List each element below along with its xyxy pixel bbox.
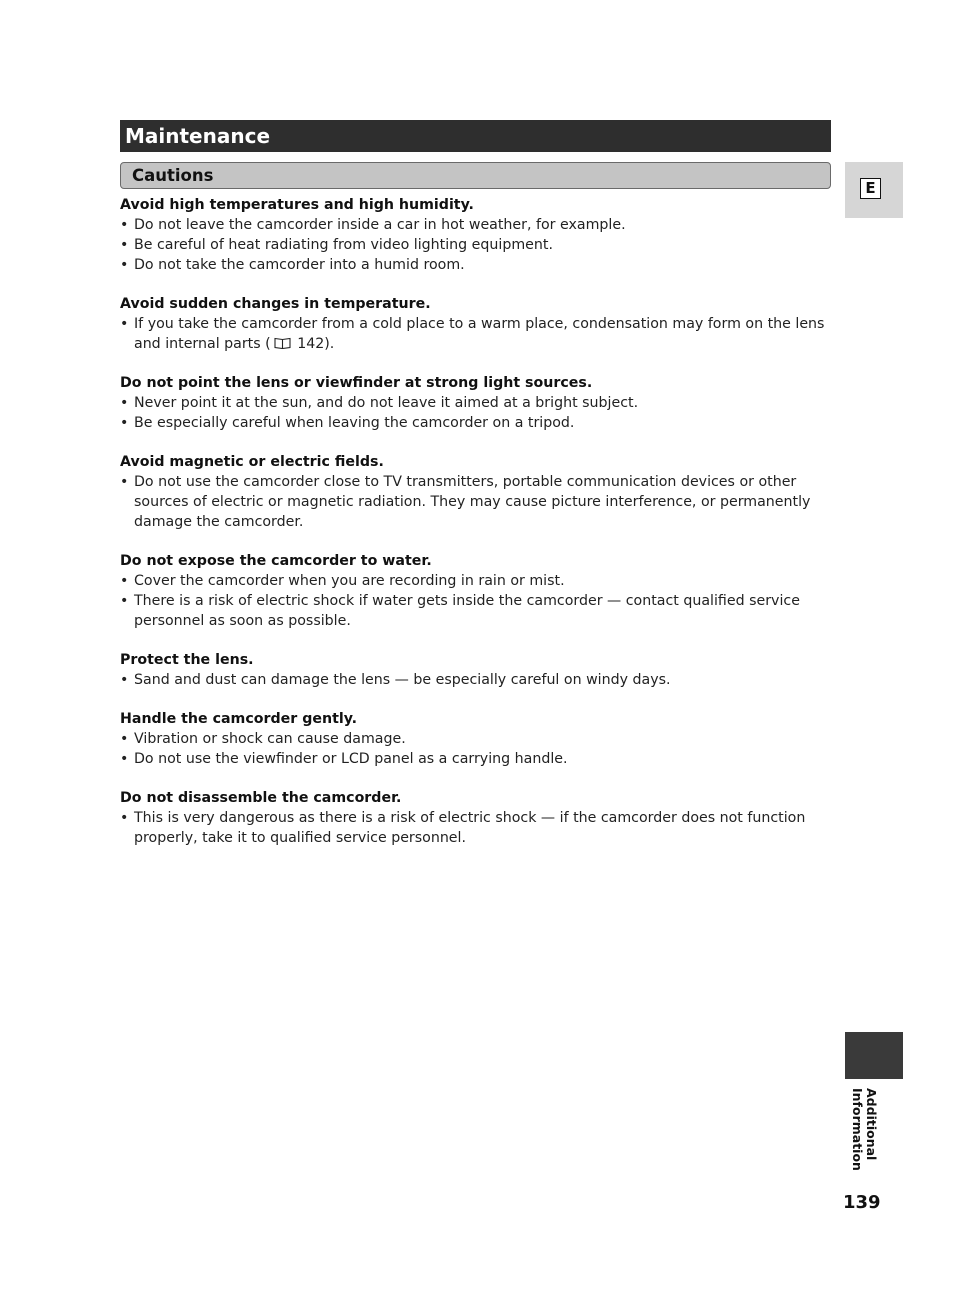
caution-bullet: • Cover the camcorder when you are recording in rain or mist. [120, 571, 831, 591]
caution-bullet: • Never point it at the sun, and do not leave it aimed at a bright subject. [120, 393, 831, 413]
chapter-label-line2: Information [850, 1088, 865, 1171]
caution-bullet: • Be careful of heat radiating from video lighting equipment. [120, 235, 831, 255]
caution-list [120, 393, 831, 433]
caution-heading: Do not expose the camcorder to water. [120, 553, 432, 569]
caution-section [120, 452, 831, 532]
chapter-label-line1: Additional [864, 1088, 879, 1161]
caution-list [120, 215, 831, 275]
page-number: 139 [843, 1192, 881, 1213]
page-reference: 142). [292, 336, 335, 352]
caution-bullet [120, 314, 831, 354]
caution-heading: Avoid high temperatures and high humidity. [120, 197, 474, 213]
caution-list [120, 670, 831, 690]
caution-bullet: • Do not use the viewfinder or LCD panel as a carrying handle. [120, 749, 831, 769]
caution-heading: Do not point the lens or viewfinder at strong light sources. [120, 375, 593, 391]
caution-bullet: • Do not take the camcorder into a humid room. [120, 255, 831, 275]
cautions-content [120, 195, 831, 867]
caution-bullet-text: If you take the camcorder from a cold place to a warm place, condensation may form on the lens and internal parts ( [134, 316, 825, 352]
caution-list [120, 472, 831, 532]
caution-section [120, 551, 831, 631]
caution-bullet: • Sand and dust can damage the lens — be especially careful on windy days. [120, 670, 831, 690]
caution-list [120, 571, 831, 631]
caution-bullet: • Do not leave the camcorder inside a car in hot weather, for example. [120, 215, 831, 235]
caution-list [120, 808, 831, 848]
caution-bullet: • Do not use the camcorder close to TV transmitters, portable communication devices or other sources of electric or magnetic radiation. They may cause picture interference, or permanently damage the camcorder. [120, 472, 831, 532]
caution-bullet: • Vibration or shock can cause damage. [120, 729, 831, 749]
page-title: Maintenance [120, 120, 831, 152]
caution-section [120, 709, 831, 769]
chapter-marker-block [845, 1032, 903, 1079]
caution-bullet: • There is a risk of electric shock if water gets inside the camcorder — contact qualified service personnel as soon as possible. [120, 591, 831, 631]
caution-list [120, 314, 831, 354]
caution-heading: Avoid sudden changes in temperature. [120, 296, 431, 312]
caution-section [120, 195, 831, 275]
caution-heading: Handle the camcorder gently. [120, 711, 358, 727]
language-tab [845, 162, 903, 218]
caution-heading: Avoid magnetic or electric fields. [120, 454, 384, 470]
language-letter: E [860, 178, 881, 199]
caution-list [120, 729, 831, 769]
book-icon [274, 335, 291, 347]
caution-bullet: • Be especially careful when leaving the camcorder on a tripod. [120, 413, 831, 433]
chapter-label [848, 1088, 878, 1171]
section-subtitle: Cautions [120, 162, 831, 189]
caution-section [120, 294, 831, 354]
caution-section [120, 373, 831, 433]
caution-section [120, 650, 831, 690]
caution-heading: Do not disassemble the camcorder. [120, 790, 402, 806]
caution-section [120, 788, 831, 848]
caution-heading: Protect the lens. [120, 652, 254, 668]
caution-bullet: • This is very dangerous as there is a risk of electric shock — if the camcorder does not function properly, take it to qualified service personnel. [120, 808, 831, 848]
